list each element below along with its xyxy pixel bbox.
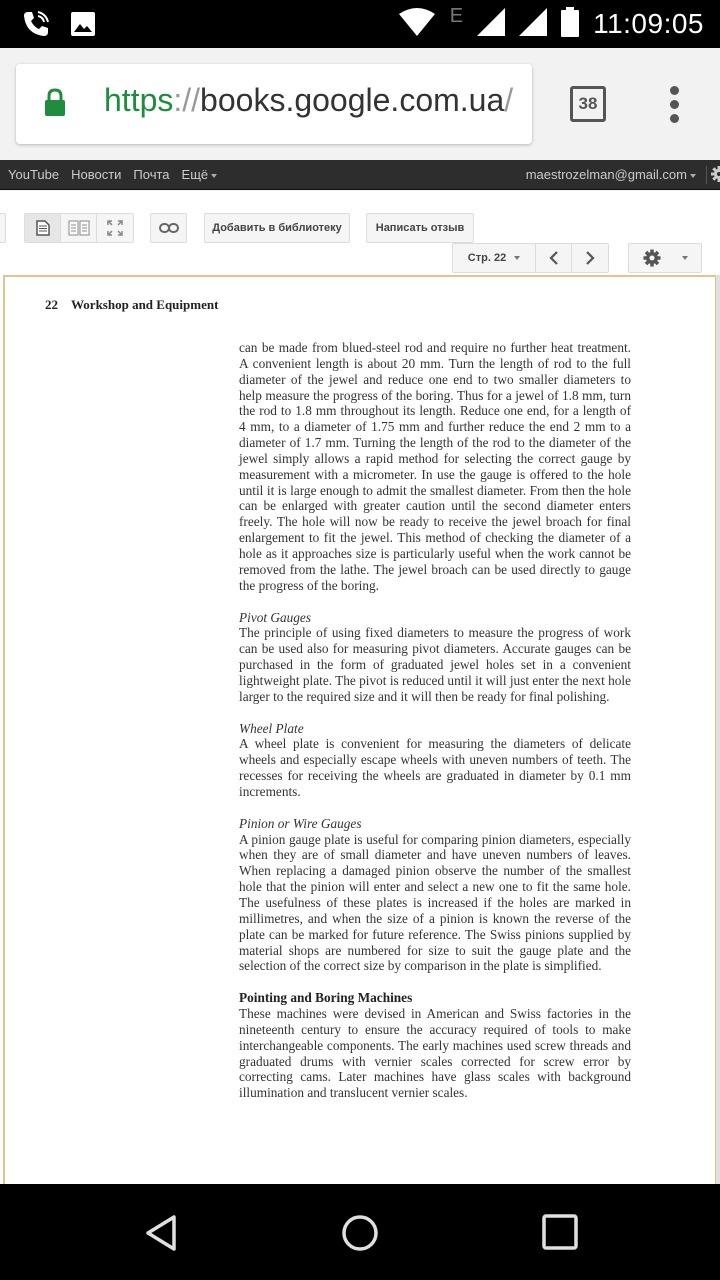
gear-icon[interactable] xyxy=(706,166,720,184)
running-title: Workshop and Equipment xyxy=(71,297,219,312)
section-heading: Wheel Plate xyxy=(239,720,304,736)
view-mode-group xyxy=(24,213,134,243)
page-label: Стр. 22 xyxy=(467,252,507,264)
page-navigation xyxy=(452,243,609,273)
dot-icon xyxy=(670,114,679,123)
url-text[interactable] xyxy=(104,82,513,119)
write-review-button[interactable]: Написать отзыв xyxy=(366,213,474,243)
recents-icon xyxy=(542,1214,578,1250)
tab-switcher-button[interactable]: 38 xyxy=(570,86,606,122)
page-select-dropdown[interactable] xyxy=(453,244,536,272)
network-type-label: E xyxy=(449,4,464,27)
signal-icon xyxy=(519,8,547,41)
running-head xyxy=(45,297,218,313)
back-button[interactable] xyxy=(144,1214,178,1257)
fullscreen-button[interactable] xyxy=(97,214,133,242)
fullscreen-icon xyxy=(107,220,123,236)
chevron-left-icon xyxy=(549,251,559,265)
gbar-link-mail[interactable]: Почта xyxy=(133,167,170,182)
two-page-icon xyxy=(68,220,90,236)
caret-down-icon xyxy=(690,174,696,178)
single-page-icon xyxy=(36,220,50,236)
gbar-link-news[interactable]: Новости xyxy=(71,167,122,182)
page-number: 22 xyxy=(45,297,58,312)
account-email: maestrozelman@gmail.com xyxy=(525,167,687,182)
book-viewer xyxy=(0,275,720,1185)
scrollbar[interactable] xyxy=(716,275,720,1185)
chevron-right-icon xyxy=(585,251,595,265)
next-page-button[interactable] xyxy=(572,244,608,272)
section-heading: Pinion or Wire Gauges xyxy=(239,815,362,831)
recents-button[interactable] xyxy=(542,1214,578,1255)
google-bar xyxy=(0,160,720,190)
caret-down-icon xyxy=(514,256,520,260)
signal-icon xyxy=(477,8,505,41)
account-menu[interactable] xyxy=(526,167,696,182)
partial-button[interactable] xyxy=(0,213,6,243)
paragraph: The principle of using fixed diameters to measure the progress of work can be used also for measuring pivot diameters. Accurate gauges can be purchased in the form of graduated jewel holes set in a convenient lightweight plate. The pivot is reduced until it will just enter the next hole larger to the required size and it will then be ready for final polishing. xyxy=(239,625,631,704)
section-heading: Pivot Gauges xyxy=(239,609,312,625)
paragraph: These machines were devised in American and Swiss factories in the nineteenth century to ensure the accuracy required of tools to make interchangeable components. The early machines used screw threads and graduated drums with vernier scales corrected for screw error by correcting cams. Later machines have glass scales with background illumination and translucent vernier scales. xyxy=(239,1006,631,1101)
overflow-menu-button[interactable] xyxy=(666,86,682,124)
system-navigation-bar xyxy=(0,1184,720,1280)
link-button[interactable] xyxy=(150,213,187,243)
add-to-library-button[interactable]: Добавить в библиотеку xyxy=(204,213,350,243)
gbar-link-more[interactable] xyxy=(182,167,218,182)
section-heading: Pointing and Boring Machines xyxy=(239,990,413,1006)
settings-dropdown-button[interactable] xyxy=(628,243,702,273)
browser-toolbar xyxy=(0,48,720,160)
paragraph: A wheel plate is convenient for measuring the diameters of delicate wheels and especially escape wheels with uneven numbers of teeth. The recesses for receiving the wheels are graduated in diameter by 0.1 mm increments. xyxy=(239,736,631,799)
home-icon xyxy=(341,1214,379,1252)
back-icon xyxy=(144,1214,178,1252)
home-button[interactable] xyxy=(341,1214,379,1257)
gbar-link-youtube[interactable]: YouTube xyxy=(8,167,60,182)
page-text xyxy=(239,340,631,1101)
paragraph: can be made from blued-steel rod and require no further heat treatment. A convenient length is about 20 mm. Turn the length of rod to the full diameter of the jewel and reduce one end to two smaller diameters to help measure the progress of the boring. Thus for a jewel of 1.8 mm, turn the rod to 1.8 mm throughout its length. Reduce one end, for a length of 4 mm, to a diameter of 1.75 mm and further reduce the end 2 mm to a diameter of 1.7 mm. Turning the length of the rod to the diameter of the jewel simply allows a rapid method for selecting the correct gauge by measurement with a micrometer. In use the gauge is offered to the hole until it is large enough to admit the smallest diameter. From then the hole can be enlarged with greater caution until the second diameter enters freely. The hole will now be ready to receive the jewel broach for final enlargement to fit the jewel. This method of checking the diameter of a hole as it approaches size is particularly useful when the work cannot be removed from the lathe. The jewel broach can be used directly to gauge the progress of the boring. xyxy=(239,340,631,593)
url-path: / xyxy=(504,82,514,118)
single-page-view-button[interactable] xyxy=(25,214,61,242)
dot-icon xyxy=(670,86,679,95)
url-scheme: https xyxy=(104,82,174,118)
two-page-view-button[interactable] xyxy=(61,214,97,242)
gear-icon xyxy=(643,249,661,267)
dot-icon xyxy=(670,100,679,109)
caret-down-icon xyxy=(682,256,688,260)
more-label: Ещё xyxy=(181,167,209,182)
previous-page-button[interactable] xyxy=(536,244,572,272)
books-toolbar xyxy=(0,191,720,275)
wifi-call-icon xyxy=(20,8,52,45)
caret-down-icon xyxy=(211,174,217,178)
battery-icon xyxy=(561,7,579,42)
wifi-icon xyxy=(398,8,436,41)
status-bar xyxy=(0,0,720,48)
url-separator: :// xyxy=(173,82,201,118)
url-host: books.google.com.ua xyxy=(200,82,505,118)
clock: 11:09:05 xyxy=(593,8,704,39)
lock-icon xyxy=(44,88,66,123)
link-icon xyxy=(159,223,179,233)
paragraph: A pinion gauge plate is useful for comparing pinion diameters, especially when they are of small diameter and have uneven numbers of leaves. When replacing a damaged pinion observe the number of the smallest hole that the pinion will enter and select a new one to fit the same hole. The usefulness of these plates is increased if the holes are marked in millimetres, and when the size of a pinion is known the reverse of the plate can be marked for future reference. The Swiss pinions supplied by material shops are numbered for size to suit the gauge plate and the selection of the correct size by comparison in the plate is simplified. xyxy=(239,831,631,974)
address-bar[interactable] xyxy=(16,64,532,144)
book-page xyxy=(3,275,717,1195)
image-notification-icon xyxy=(70,11,96,42)
